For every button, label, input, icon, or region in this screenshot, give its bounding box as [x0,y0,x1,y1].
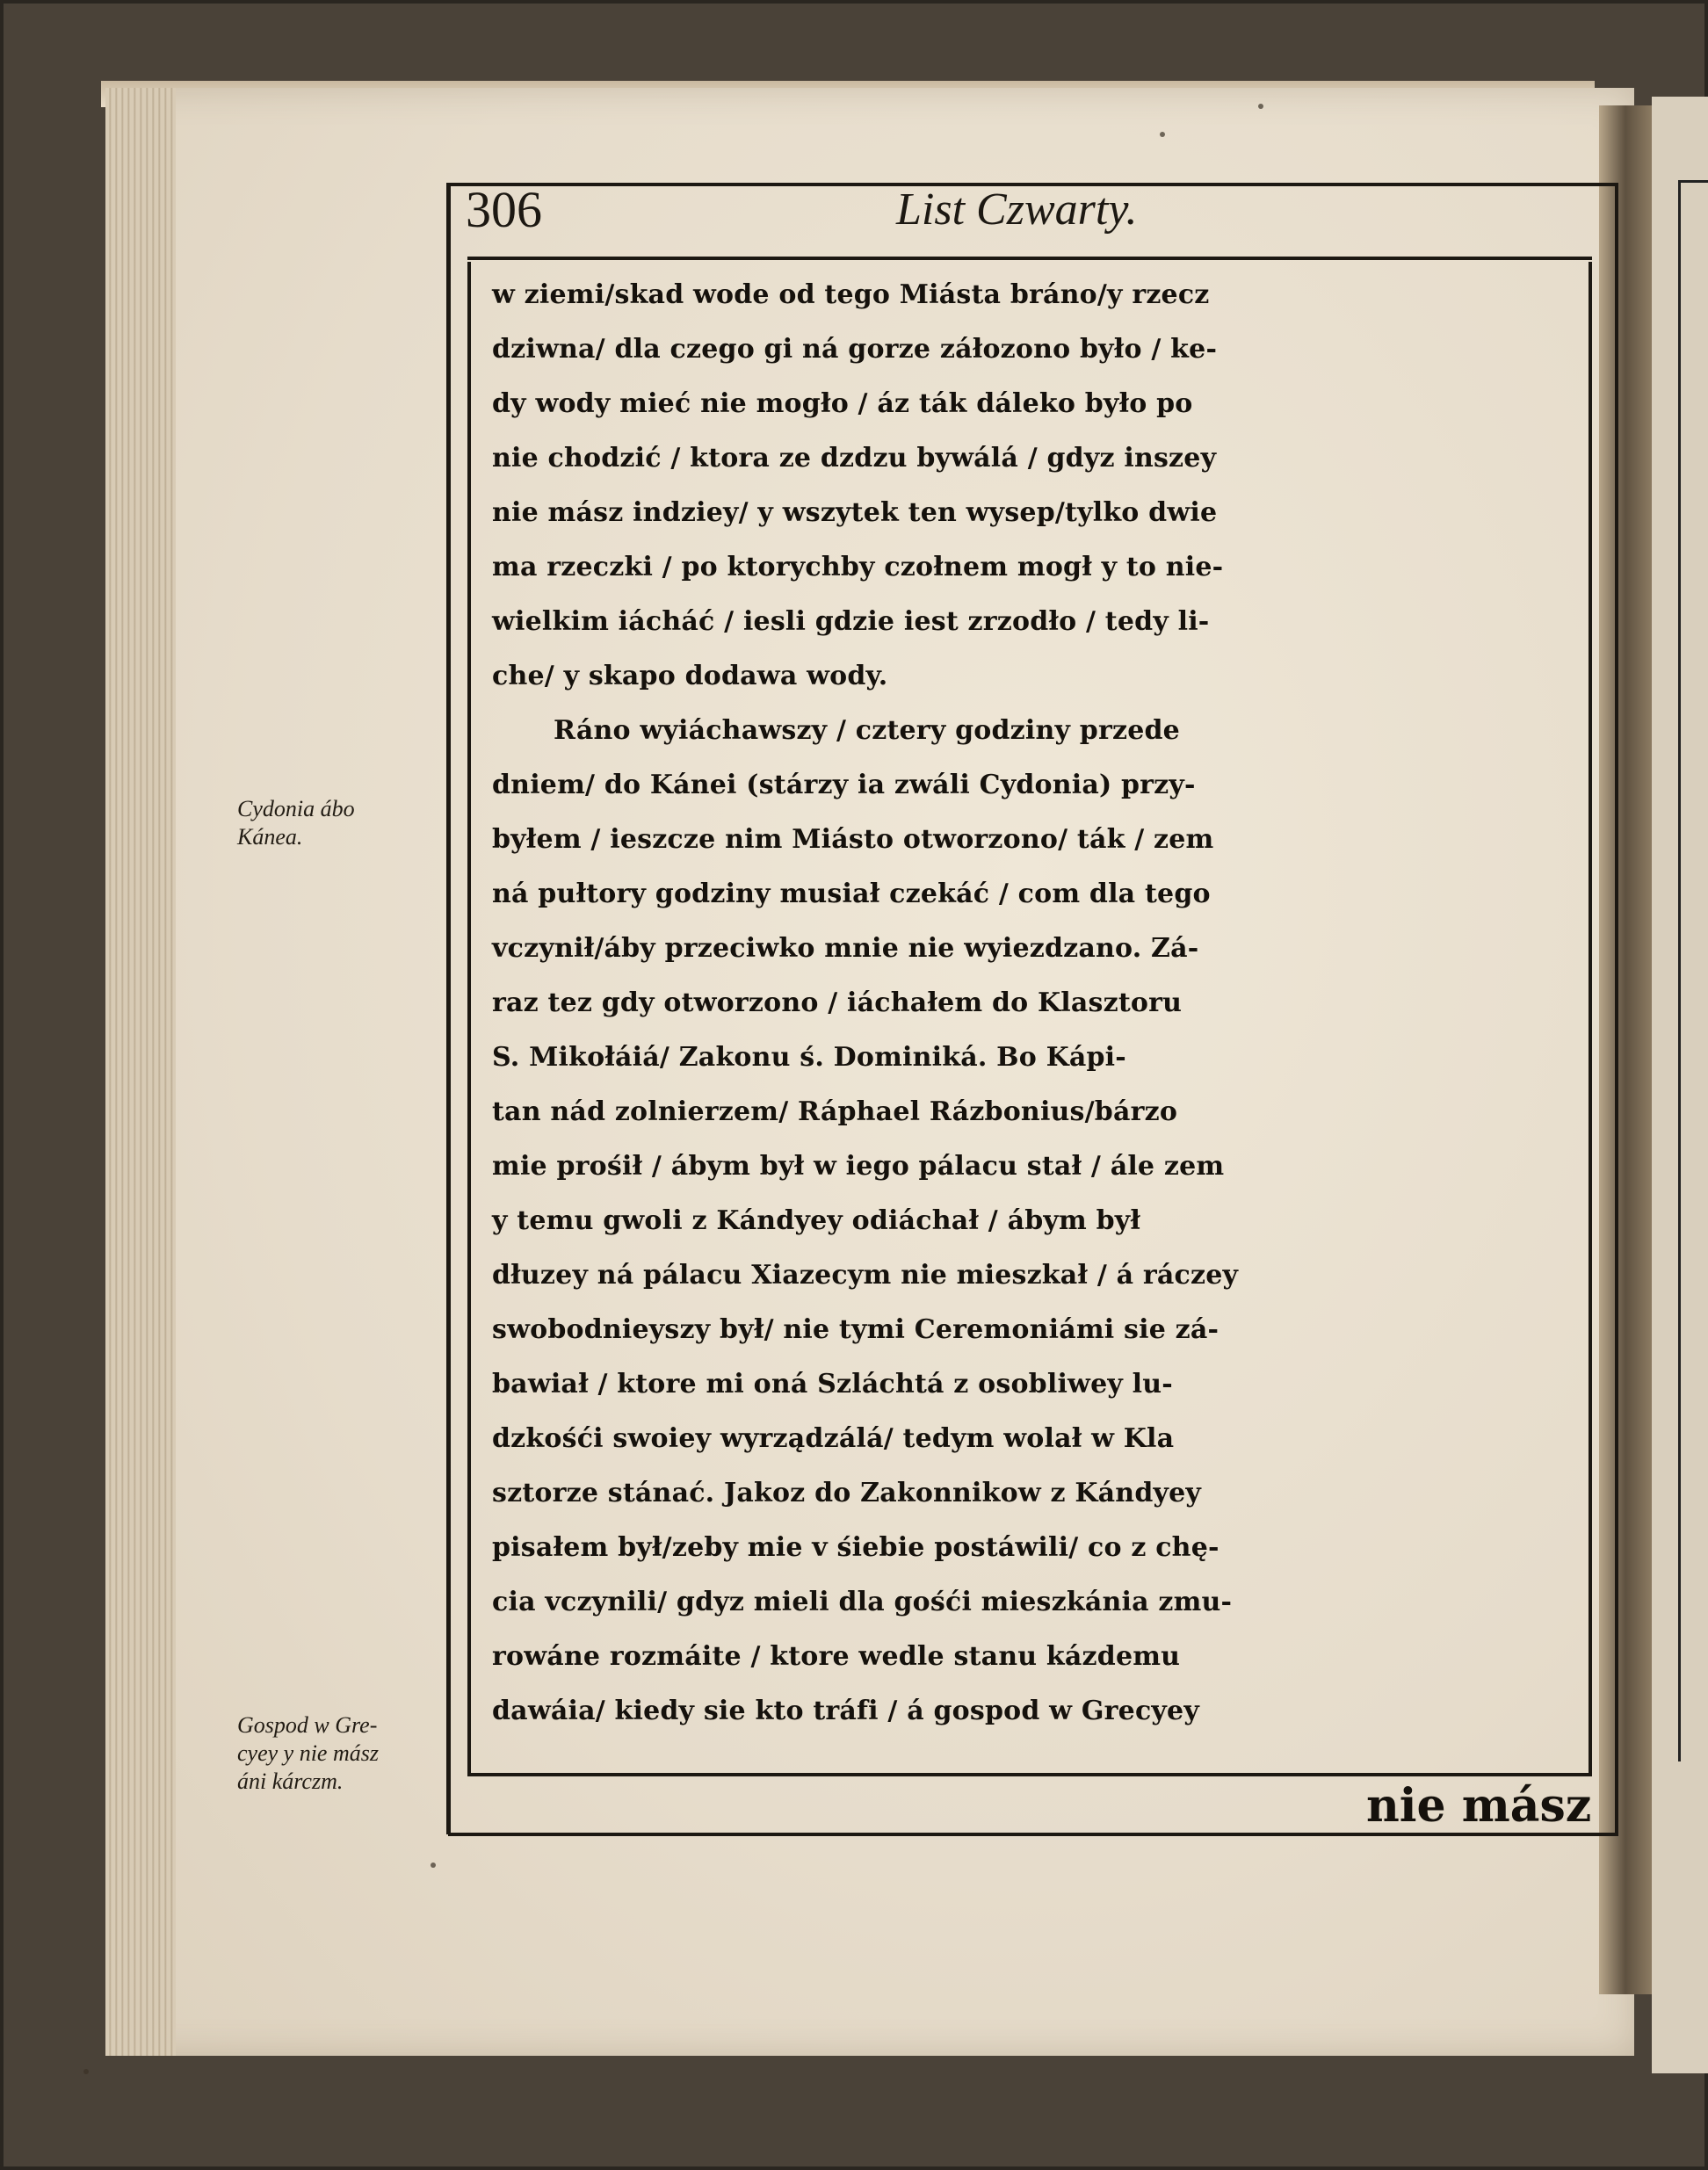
text-line: dniem/ do Kánei (stárzy ia zwáli Cydonia) przy- [492,770,1196,800]
text-line: pisałem był/zeby mie v śiebie postáwili/ co z chę- [492,1532,1219,1563]
text-line: che/ y skapo dodawa wody. [492,661,888,691]
frame-line [467,257,1592,260]
facing-page-rule [1680,180,1708,183]
text-line: tan nád zolnierzem/ Ráphael Rázbonius/bárzo [492,1096,1178,1127]
text-line: cia vczynili/ gdyz mieli dla gośći mieszkánia zmu- [492,1587,1233,1617]
text-line: vczynił/áby przeciwko mnie nie wyiezdzano. Zá- [492,933,1199,964]
frame-line [446,183,451,1834]
text-line: ma rzeczki / po ktorychby czołnem mogł y to nie- [492,552,1224,582]
paper-speck [431,1863,436,1868]
facing-page-frame [1678,180,1681,1761]
stacked-page-edges [105,88,176,2056]
text-line: sztorze stánać. Jakoz do Zakonnikow z Kándyey [492,1478,1202,1508]
frame-line [448,1833,1618,1836]
paper-speck [1258,104,1263,109]
text-line: rowáne rozmáite / ktore wedle stanu kázdemu [492,1641,1181,1672]
book-gutter [1599,105,1652,1994]
text-line: w ziemi/skad wode od tego Miásta bráno/y rzecz [492,279,1210,310]
text-line: swobodnieyszy był/ nie tymi Ceremoniámi sie zá- [492,1314,1219,1345]
paper-speck [83,2069,89,2074]
margin-note-line: áni kárczm. [237,1769,344,1794]
page-number: 306 [466,181,542,238]
text-line: nie mász indziey/ y wszytek ten wysep/tylko dwie [492,497,1218,528]
text-line: raz tez gdy otworzono / iáchałem do Klasztoru [492,987,1183,1018]
text-line: dzkośći swoiey wyrządzálá/ tedym wolał w Kla [492,1423,1175,1454]
text-line: nie chodzić / ktora ze dzdzu bywálá / gdyz inszey [492,443,1217,474]
frame-line [467,1773,1592,1776]
text-line: byłem / ieszcze nim Miásto otworzono/ ták / zem [492,824,1214,855]
margin-note-line: Cydonia ábo [237,796,355,821]
margin-note-line: Gospod w Gre- [237,1712,378,1738]
paper-speck [1160,132,1165,137]
text-line: dłuzey ná pálacu Xiazecym nie mieszkał / á ráczey [492,1260,1239,1291]
catchword: nie mász [1366,1779,1592,1833]
text-line: S. Mikołáiá/ Zakonu ś. Dominiká. Bo Kápi- [492,1042,1126,1073]
frame-line [467,262,471,1773]
margin-note-line: cyey y nie mász [237,1740,379,1766]
text-line: y temu gwoli z Kándyey odiáchał / ábym był [492,1205,1141,1236]
text-line: wielkim iácháć / iesli gdzie iest zrzodło / tedy li- [492,606,1210,637]
text-line: dy wody mieć nie mogło / áz ták dáleko było po [492,388,1193,419]
text-line: ná pułtory godziny musiał czekáć / com dla tego [492,879,1211,909]
text-line: Ráno wyiáchawszy / cztery godziny przede [554,715,1180,746]
running-title: List Czwarty. [896,184,1138,235]
margin-note-gospod [237,1711,379,1796]
margin-note-line: Kánea. [237,824,303,850]
margin-note-cydonia [237,795,355,851]
text-line: dawáia/ kiedy sie kto tráfi / á gospod w Grecyey [492,1696,1199,1726]
text-line: dziwna/ dla czego gi ná gorze záłozono było / ke- [492,334,1218,365]
main-text-block [492,268,1599,1739]
frame-line [1615,183,1618,1834]
text-line: mie prośił / ábym był w iego pálacu stał / ále zem [492,1151,1225,1182]
text-line: bawiał / ktore mi oná Szláchtá z osobliwey lu- [492,1369,1173,1400]
running-header [466,180,1625,250]
